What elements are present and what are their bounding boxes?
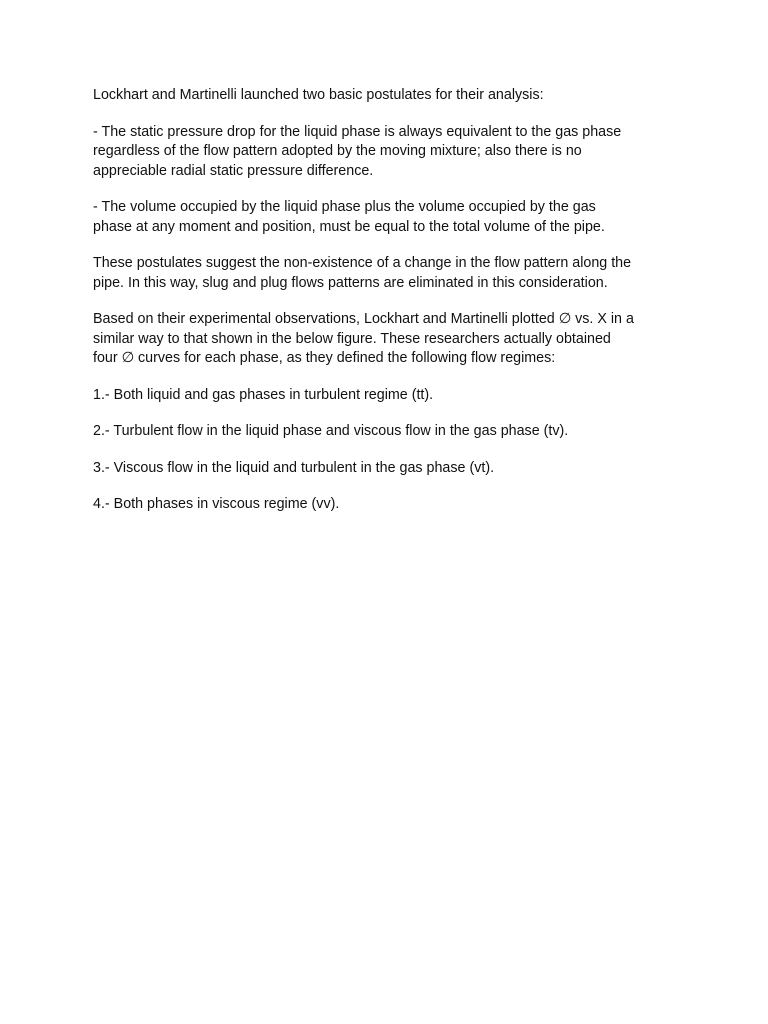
document-body — [93, 86, 693, 532]
list-item-regime-vv: 4.- Both phases in viscous regime (vv). — [93, 496, 340, 512]
list-item-regime-tv: 2.- Turbulent flow in the liquid phase and viscous flow in the gas phase (tv). — [93, 423, 569, 439]
paragraph-postulate-2: - The volume occupied by the liquid phase plus the volume occupied by the gas phase at any moment and position, must be equal to the total volume of the pipe. — [93, 199, 605, 235]
paragraph-intro: Lockhart and Martinelli launched two basic postulates for their analysis: — [93, 87, 544, 103]
paragraph-implication: These postulates suggest the non-existence of a change in the flow pattern along the pipe. In this way, slug and plug flows patterns are eliminated in this consideration. — [93, 255, 632, 291]
paragraph-postulate-1: - The static pressure drop for the liquid phase is always equivalent to the gas phase regardless of the flow pattern adopted by the moving mixture; also there is no appreciable radial static pressure difference. — [93, 123, 622, 179]
paragraph-observations: Based on their experimental observations, Lockhart and Martinelli plotted ∅ vs. X in a similar way to that shown in the below figure. These researchers actually obtained four ∅ curves for each phase, as they defined the following flow regimes: — [93, 311, 634, 366]
list-item-regime-vt: 3.- Viscous flow in the liquid and turbulent in the gas phase (vt). — [93, 459, 495, 476]
list-item-regime-tt: 1.- Both liquid and gas phases in turbulent regime (tt). — [93, 386, 434, 403]
